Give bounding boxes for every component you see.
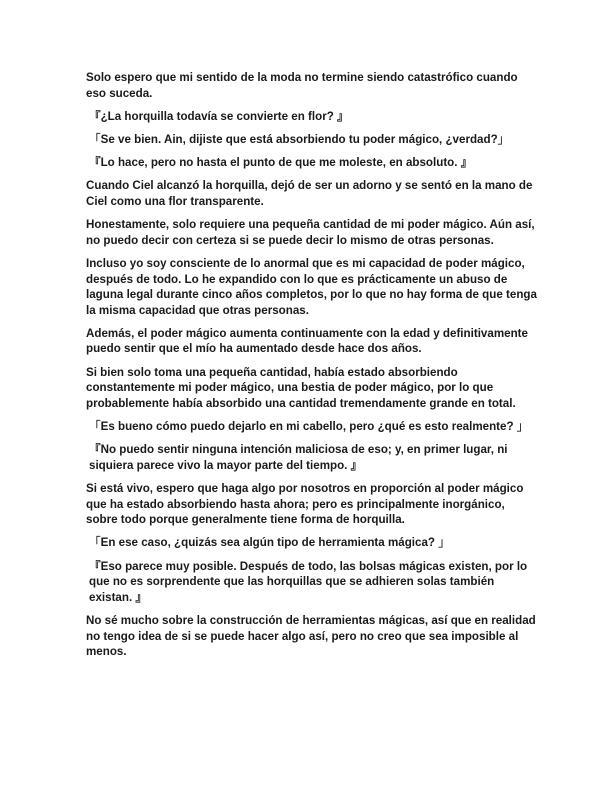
paragraph-narration: Si bien solo toma una pequeña cantidad, había estado absorbiendo constantemente mi poder mágico, una bestia de poder mágico, por lo que probablemente había absorbido una cantidad tremendamente grande en total. — [86, 365, 516, 410]
paragraph-narration: Incluso yo soy consciente de lo anormal que es mi capacidad de poder mágico, después de todo. Lo he expandido con lo que es prácticamente un abuso de laguna legal durante cinco años completos, por lo que no hay forma de que tenga la misma capacidad que otras personas. — [86, 256, 537, 317]
paragraph-dialogue: 「Se ve bien. Ain, dijiste que está absorbiendo tu poder mágico, ¿verdad?」 — [89, 132, 510, 146]
paragraph-narration: No sé mucho sobre la construcción de herramientas mágicas, así que en realidad no tengo idea de si se puede hacer algo así, pero no creo que sea imposible al menos. — [86, 613, 536, 659]
paragraph-dialogue: 「En ese caso, ¿quizás sea algún tipo de herramienta mágica? 」 — [89, 536, 450, 550]
paragraph-narration: Además, el poder mágico aumenta continuamente con la edad y definitivamente puedo sentir que el mío ha aumentado desde hace dos años. — [86, 326, 528, 356]
paragraph-dialogue: 『¿La horquilla todavía se convierte en flor? 』 — [89, 109, 349, 123]
paragraph-dialogue: 『No puedo sentir ninguna intención maliciosa de eso; y, en primer lugar, ni siquiera parece vivo la mayor parte del tiempo. 』 — [89, 443, 508, 472]
paragraph-narration: Si está vivo, espero que haga algo por nosotros en proporción al poder mágico que ha estado absorbiendo hasta ahora; pero es principalmente inorgánico, sobre todo porque generalmente tiene forma de horquilla. — [86, 482, 524, 527]
paragraph-narration: Solo espero que mi sentido de la moda no termine siendo catastrófico cuando eso suceda. — [86, 71, 518, 100]
paragraph-dialogue: 『Lo hace, pero no hasta el punto de que me moleste, en absoluto. 』 — [89, 156, 473, 170]
paragraph-narration: Cuando Ciel alcanzó la horquilla, dejó de ser un adorno y se sentó en la mano de Ciel como una flor transparente. — [86, 179, 533, 208]
document-page — [86, 70, 538, 667]
paragraph-narration: Honestamente, solo requiere una pequeña cantidad de mi poder mágico. Aún así, no puedo decir con certeza si se puede decir lo mismo de otras personas. — [86, 218, 535, 247]
paragraph-dialogue: 「Es bueno cómo puedo dejarlo en mi cabello, pero ¿qué es esto realmente? 」 — [89, 420, 529, 434]
paragraph-dialogue: 『Eso parece muy posible. Después de todo, las bolsas mágicas existen, por lo que no es sorprendente que las horquillas que se adhieren solas también existan. 』 — [89, 559, 528, 604]
